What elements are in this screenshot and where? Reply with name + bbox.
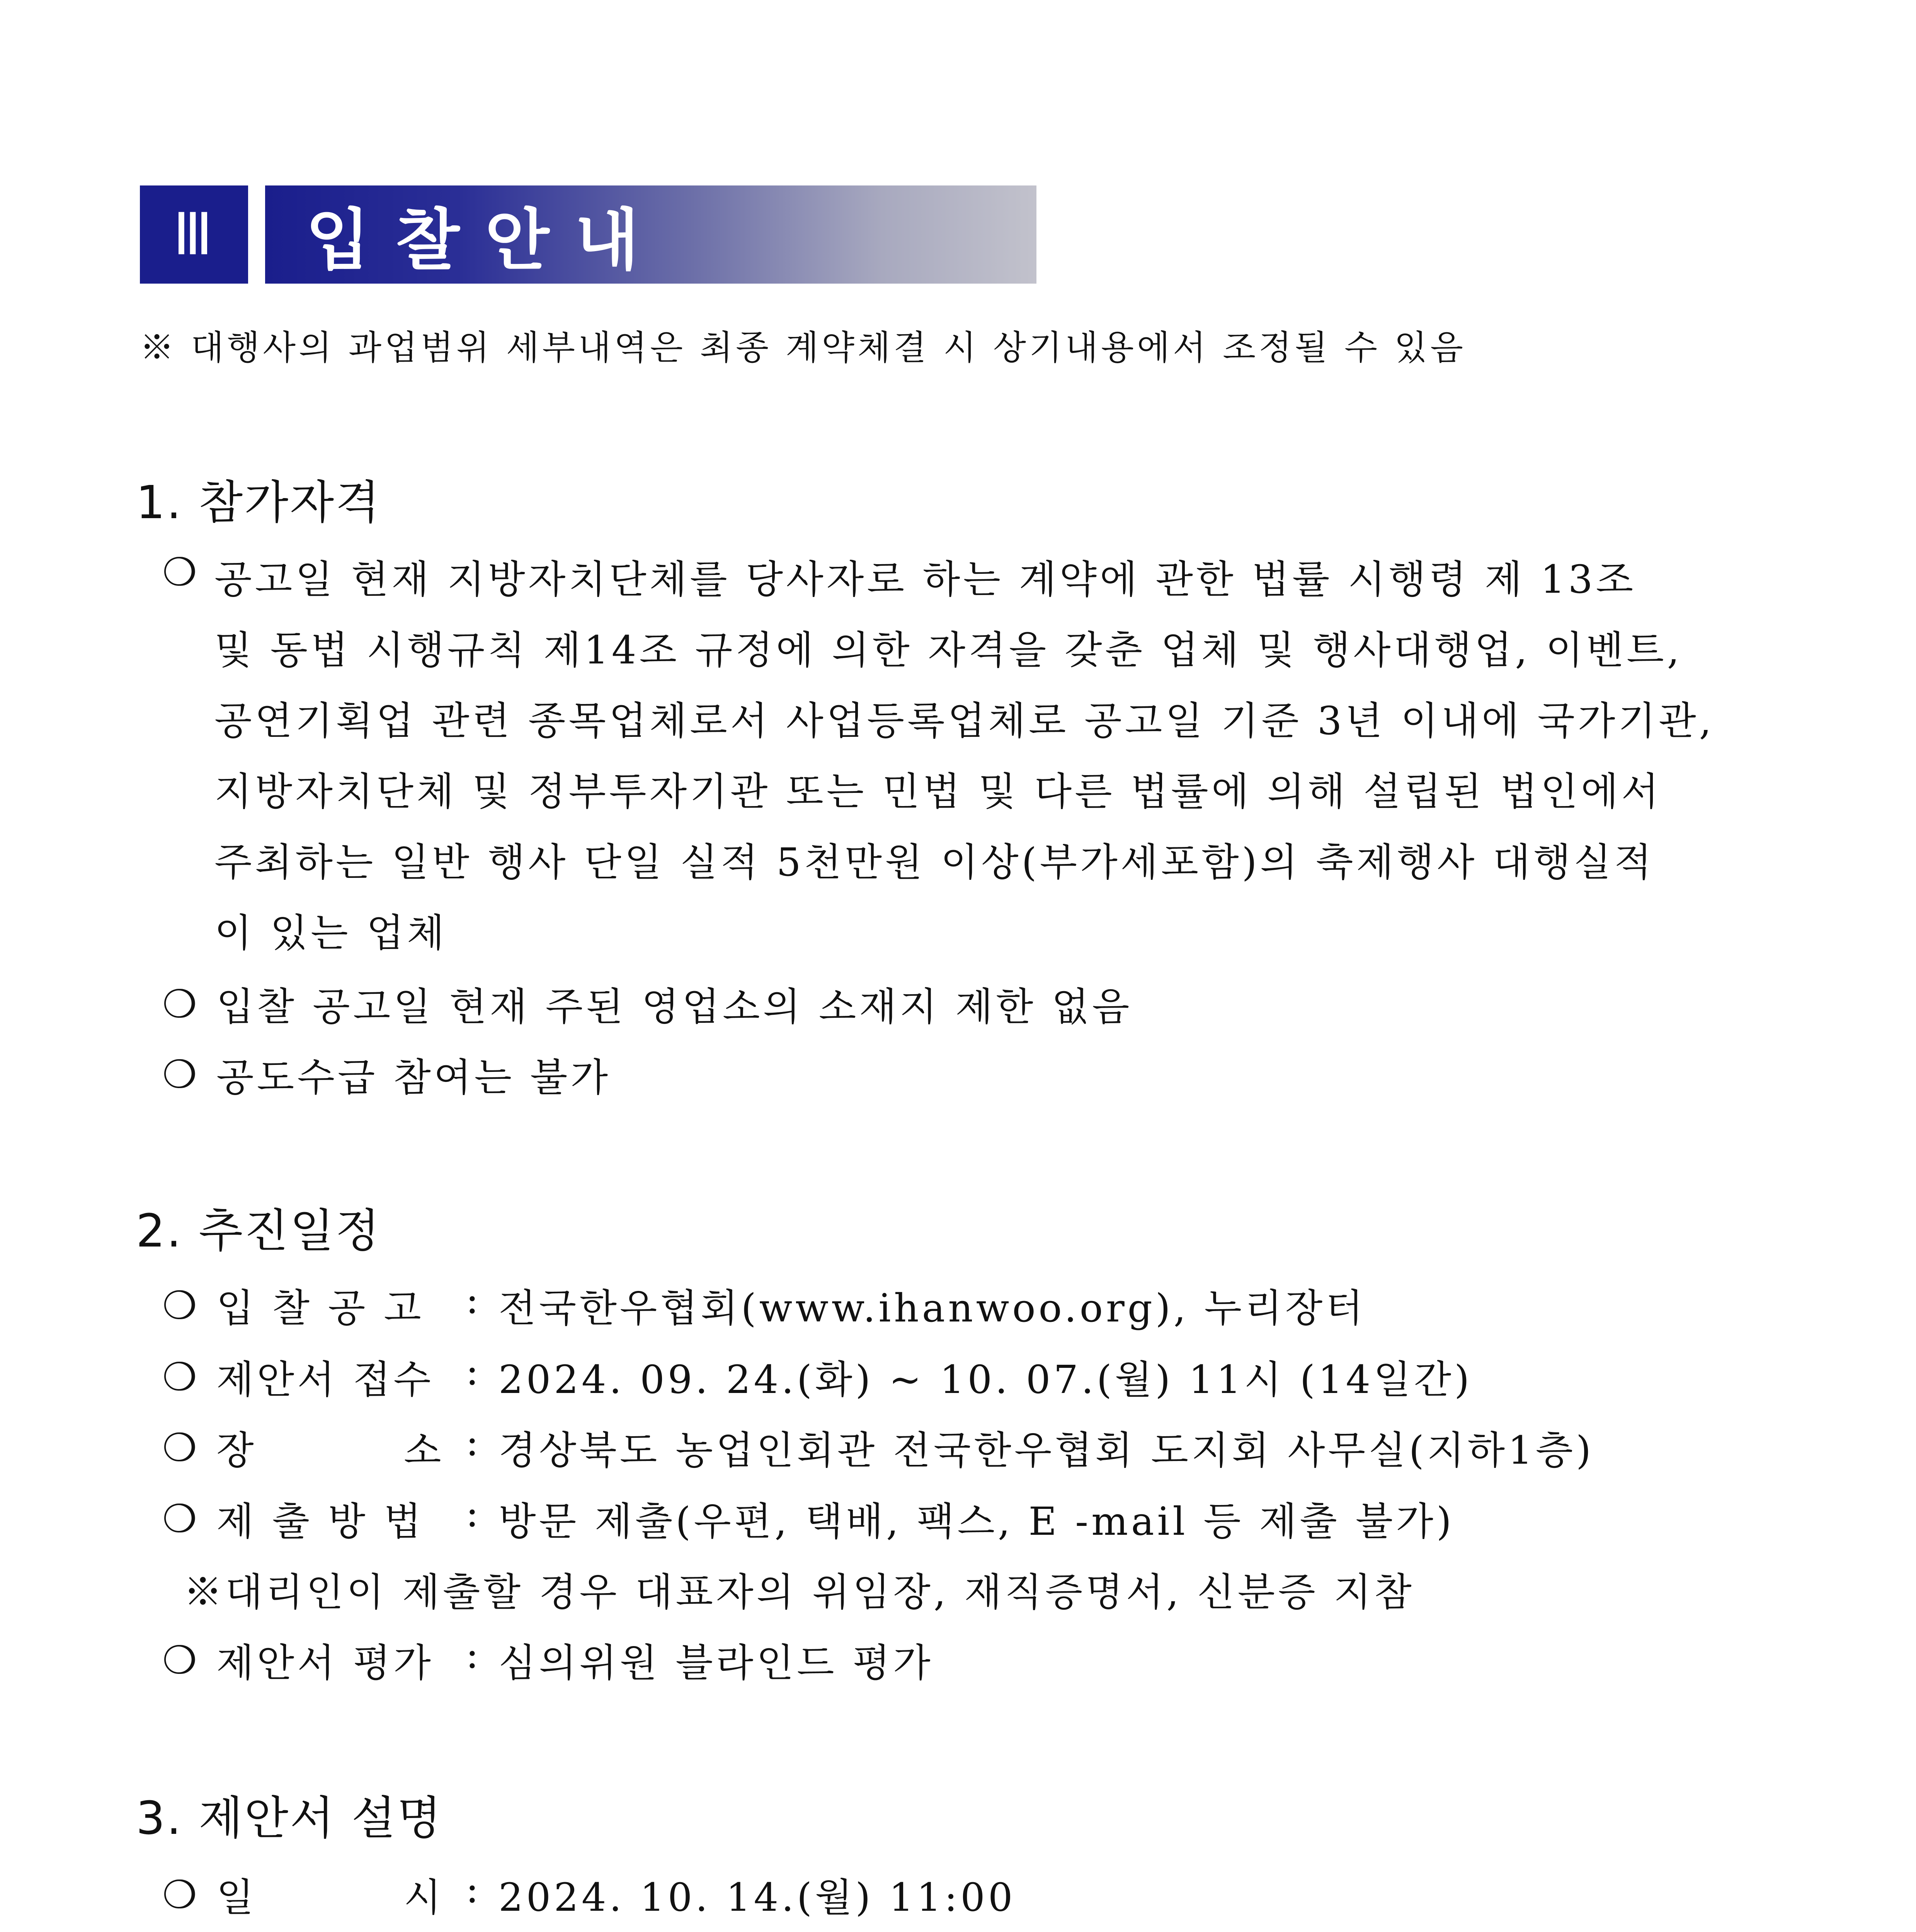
paragraph-line: 및 동법 시행규칙 제14조 규정에 의한 자격을 갖춘 업체 및 행사대행업, 이벤트, [214,628,1683,673]
bullet-icon: ❍ [162,1283,197,1328]
eligibility-item-3: 공도수급 참여는 불가 [216,1055,611,1100]
colon: : [466,1277,482,1322]
bullet-icon: ❍ [162,981,197,1027]
colon: : [466,1349,482,1394]
section-3-title: 3. 제안서 설명 [136,1791,443,1845]
schedule-label: 장 [216,1428,257,1473]
section-1-title: 1. 참가자격 [136,476,381,529]
paragraph-line: 이 있는 업체 [214,910,448,956]
colon: : [466,1632,482,1677]
eligibility-paragraph [214,544,1715,968]
schedule-label: 제 출 방 법 [216,1499,424,1544]
schedule-label: 입 찰 공 고 [216,1286,424,1331]
colon: : [466,1866,482,1912]
colon: : [466,1490,482,1536]
briefing-label: 일 [216,1875,257,1920]
paragraph-line: 주최하는 일반 행사 단일 실적 5천만원 이상(부가세포함)의 축제행사 대행실적 [214,840,1655,885]
section-title: 입찰안내 [306,201,665,279]
schedule-value: 심의위원 블라인드 평가 [499,1640,934,1685]
proxy-note: ※대리인이 제출할 경우 대표자의 위임장, 재직증명서, 신분증 지참 [184,1570,1415,1615]
section-title-banner [265,185,1036,284]
schedule-value: 2024. 09. 24.(화) ~ 10. 07.(월) 11시 (14일간) [499,1357,1473,1402]
schedule-label: 제안서 접수 [216,1357,434,1402]
paragraph-line: 공연기획업 관련 종목업체로서 사업등록업체로 공고일 기준 3년 이내에 국가기관, [214,698,1715,743]
schedule-value: 방문 제출(우편, 택배, 팩스, E -mail 등 제출 불가) [499,1499,1455,1544]
paragraph-line: 공고일 현재 지방자치단체를 당사자로 하는 계약에 관한 법률 시행령 제 13조 [214,557,1637,602]
bullet-icon: ❍ [162,1872,197,1917]
bullet-icon: ❍ [162,1052,197,1097]
section-number-box [140,185,248,284]
bullet-icon: ❍ [162,1425,197,1470]
bullet-icon: ❍ [162,1496,197,1541]
section-number: Ⅲ [173,201,215,268]
briefing-value: 2024. 10. 14.(월) 11:00 [499,1875,1016,1920]
bullet-icon: ❍ [162,549,197,595]
schedule-label: 제안서 평가 [216,1640,434,1685]
bullet-icon: ❍ [162,1354,197,1400]
schedule-value: 전국한우협회(www.ihanwoo.org), 누리장터 [499,1286,1366,1331]
colon: : [466,1419,482,1464]
paragraph-line: 지방자치단체 및 정부투자기관 또는 민법 및 다른 법률에 의해 설립된 법인에서 [214,769,1662,814]
schedule-label: 소 [404,1428,444,1473]
schedule-value: 경상북도 농업인회관 전국한우협회 도지회 사무실(지하1층) [499,1428,1594,1473]
top-note: ※ 대행사의 과업범위 세부내역은 최종 계약체결 시 상기내용에서 조정될 수 있음 [140,328,1466,367]
briefing-label: 시 [404,1875,444,1920]
eligibility-item-2: 입찰 공고일 현재 주된 영업소의 소재지 제한 없음 [216,984,1133,1029]
section-2-title: 2. 추진일정 [136,1204,381,1257]
bullet-icon: ❍ [162,1638,197,1683]
